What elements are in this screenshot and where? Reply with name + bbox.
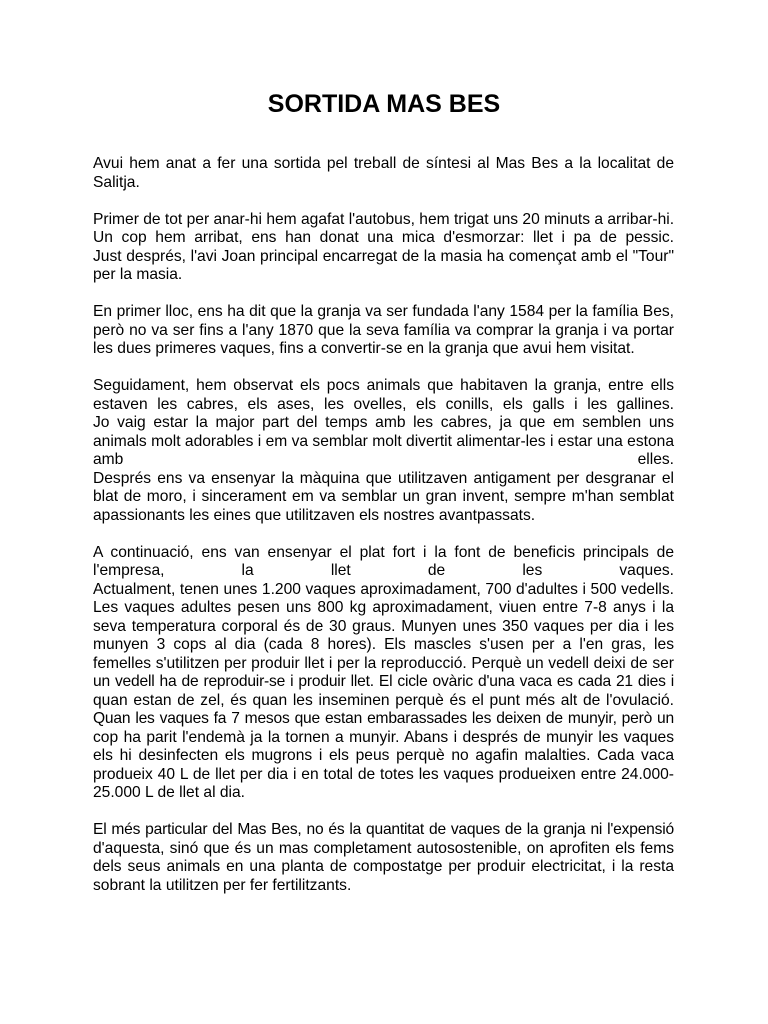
text-line: Un cop hem arribat, ens han donat una mica d'esmorzar: llet i pa de pessic. <box>93 229 674 246</box>
text-line: per la masia. <box>93 266 183 283</box>
paragraph <box>93 211 674 285</box>
text-line: En primer lloc, ens ha dit que la granja va ser fundada l'any 1584 per la família Bes, <box>93 303 674 320</box>
text-line: Primer de tot per anar-hi hem agafat l'autobus, hem trigat uns 20 minuts a arribar-hi. <box>93 210 675 228</box>
text-line: d'aquesta, sinó que és un mas completament autosostenible, on aprofiten els fems <box>93 839 674 857</box>
text-line: l'empresa, la llet de les vaques. <box>93 562 674 579</box>
text-line: apassionants les eines que utilitzaven els nostres avantpassats. <box>93 506 536 524</box>
text-line: estaven les cabres, els ases, les ovelles, els conills, els galls i les gallines. <box>93 395 674 413</box>
text-line: A continuació, ens van ensenyar el plat fort i la font de beneficis principals de <box>93 543 674 561</box>
paragraph <box>93 821 674 895</box>
text-line: produeix 40 L de llet per dia i en total de totes les vaques produeixen entre 24.000- <box>93 765 674 783</box>
text-line: munyen 3 cops al dia (cada 8 hores). Els mascles s'usen per a l'en gras, les <box>93 636 674 653</box>
text-line: Quan les vaques fa 7 mesos que estan embarassades les deixen de munyir, però un <box>93 710 674 727</box>
text-line: dels seus animals en una planta de compostatge per produir electricitat, i la resta <box>93 858 674 875</box>
document-body <box>93 155 674 914</box>
text-line: Les vaques adultes pesen uns 800 kg aproximadament, viuen entre 7-8 anys i la <box>93 599 674 616</box>
text-line: 25.000 L de llet al dia. <box>93 784 246 801</box>
text-line: amb elles. <box>93 451 674 468</box>
text-line: seva temperatura corporal és de 30 graus. Munyen unes 350 vaques per dia i les <box>93 617 674 635</box>
paragraph <box>93 155 674 192</box>
text-line: animals molt adorables i em va semblar molt divertit alimentar-les i estar una estona <box>93 432 674 450</box>
text-line: Després ens va ensenyar la màquina que utilitzaven antigament per desgranar el <box>93 469 674 487</box>
text-line: sobrant la utilitzen per fer fertilitzants. <box>93 876 352 894</box>
text-line: els hi desinfecten els mugrons i els peus perquè no agafin malalties. Cada vaca <box>93 747 674 764</box>
text-line: Seguidament, hem observat els pocs animals que habitaven la granja, entre ells <box>93 377 674 394</box>
text-line: les dues primeres vaques, fins a convertir-se en la granja que avui hem visitat. <box>93 340 635 357</box>
text-line: Just després, l'avi Joan principal encarregat de la masia ha començat amb el "Tour" <box>93 247 674 265</box>
text-line: un vedell ha de reproduir-se i produir llet. El cicle ovàric d'una vaca es cada 21 dies i <box>93 673 674 690</box>
paragraph <box>93 377 674 525</box>
text-line: Actualment, tenen unes 1.200 vaques aproximadament, 700 d'adultes i 500 vedells. <box>93 580 674 598</box>
page-title: SORTIDA MAS BES <box>267 90 501 118</box>
paragraph <box>93 303 674 359</box>
text-line: Salitja. <box>93 173 140 191</box>
text-line: cop ha parit l'endemà ja la tornen a munyir. Abans i després de munyir les vaques <box>93 728 674 746</box>
text-line: Jo vaig estar la major part del temps amb les cabres, ja que em semblen uns <box>93 414 674 431</box>
text-line: femelles s'utilitzen per produir llet i per la reproducció. Perquè un vedell deixi de ser <box>93 654 674 672</box>
text-line: Avui hem anat a fer una sortida pel treball de síntesi al Mas Bes a la localitat de <box>93 155 674 172</box>
text-line: blat de moro, i sincerament em va semblar un gran invent, sempre m'han semblat <box>93 488 674 505</box>
text-line: quan estan de zel, és quan les inseminen perquè és el punt més alt de l'ovulació. <box>93 691 674 709</box>
text-line: però no va ser fins a l'any 1870 que la seva família va comprar la granja i va portar <box>93 321 674 339</box>
paragraph <box>93 544 674 803</box>
text-line: El més particular del Mas Bes, no és la quantitat de vaques de la granja ni l'expensió <box>93 821 674 838</box>
